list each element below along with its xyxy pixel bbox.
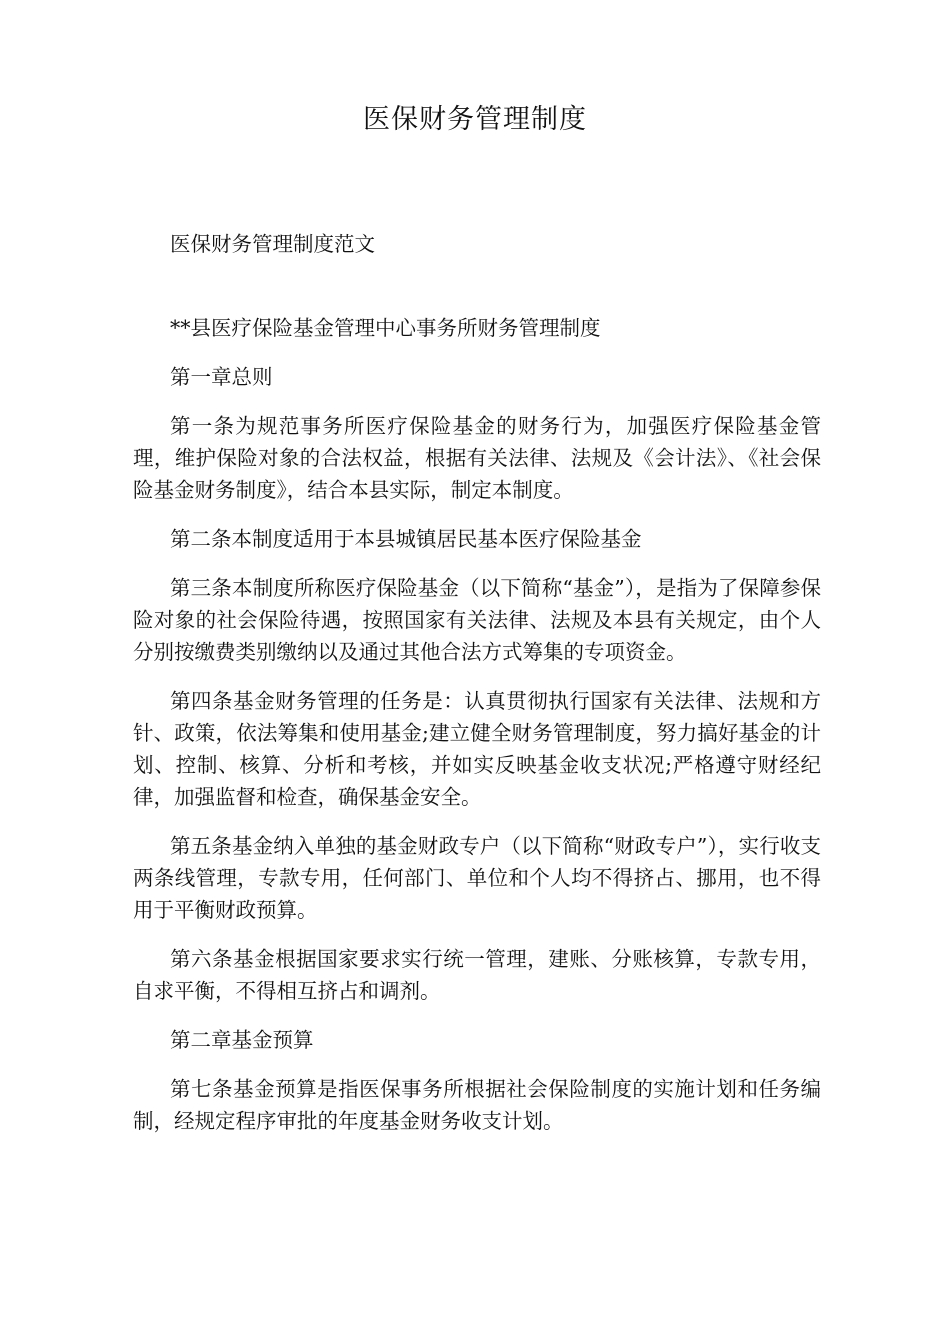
document-body: [133, 228, 821, 1154]
chapter-heading: 第一章总则: [170, 365, 273, 389]
article-paragraph: 第五条基金纳入单独的基金财政专户（以下简称“财政专户”），实行收支两条线管理，专款专用，任何部门、单位和个人均不得挤占、挪用，也不得用于平衡财政预算。: [133, 834, 821, 922]
document-subtitle: 医保财务管理制度范文: [170, 232, 375, 256]
chapter-heading: 第二章基金预算: [170, 1028, 314, 1052]
article-paragraph: 第一条为规范事务所医疗保险基金的财务行为，加强医疗保险基金管理，维护保险对象的合法权益，根据有关法律、法规及《会计法》、《社会保险基金财务制度》，结合本县实际，制定本制度。: [133, 414, 821, 502]
article-paragraph: 第六条基金根据国家要求实行统一管理，建账、分账核算，专款专用，自求平衡，不得相互挤占和调剂。: [133, 947, 821, 1003]
article-paragraph: 第二条本制度适用于本县城镇居民基本医疗保险基金: [170, 527, 642, 551]
article-paragraph: 第三条本制度所称医疗保险基金（以下简称“基金”），是指为了保障参保险对象的社会保险待遇，按照国家有关法律、法规及本县有关规定，由个人分别按缴费类别缴纳以及通过其他合法方式筹集的专项资金。: [133, 576, 821, 664]
article-paragraph: 第七条基金预算是指医保事务所根据社会保险制度的实施计划和任务编制，经规定程序审批的年度基金财务收支计划。: [133, 1077, 821, 1133]
organization-heading: **县医疗保险基金管理中心事务所财务管理制度: [170, 316, 601, 340]
article-paragraph: 第四条基金财务管理的任务是：认真贯彻执行国家有关法律、法规和方针、政策，依法筹集和使用基金;建立健全财务管理制度，努力搞好基金的计划、控制、核算、分析和考核，并如实反映基金收支状况;严格遵守财经纪律，加强监督和检查，确保基金安全。: [133, 689, 821, 809]
document-title: 医保财务管理制度: [363, 104, 587, 135]
